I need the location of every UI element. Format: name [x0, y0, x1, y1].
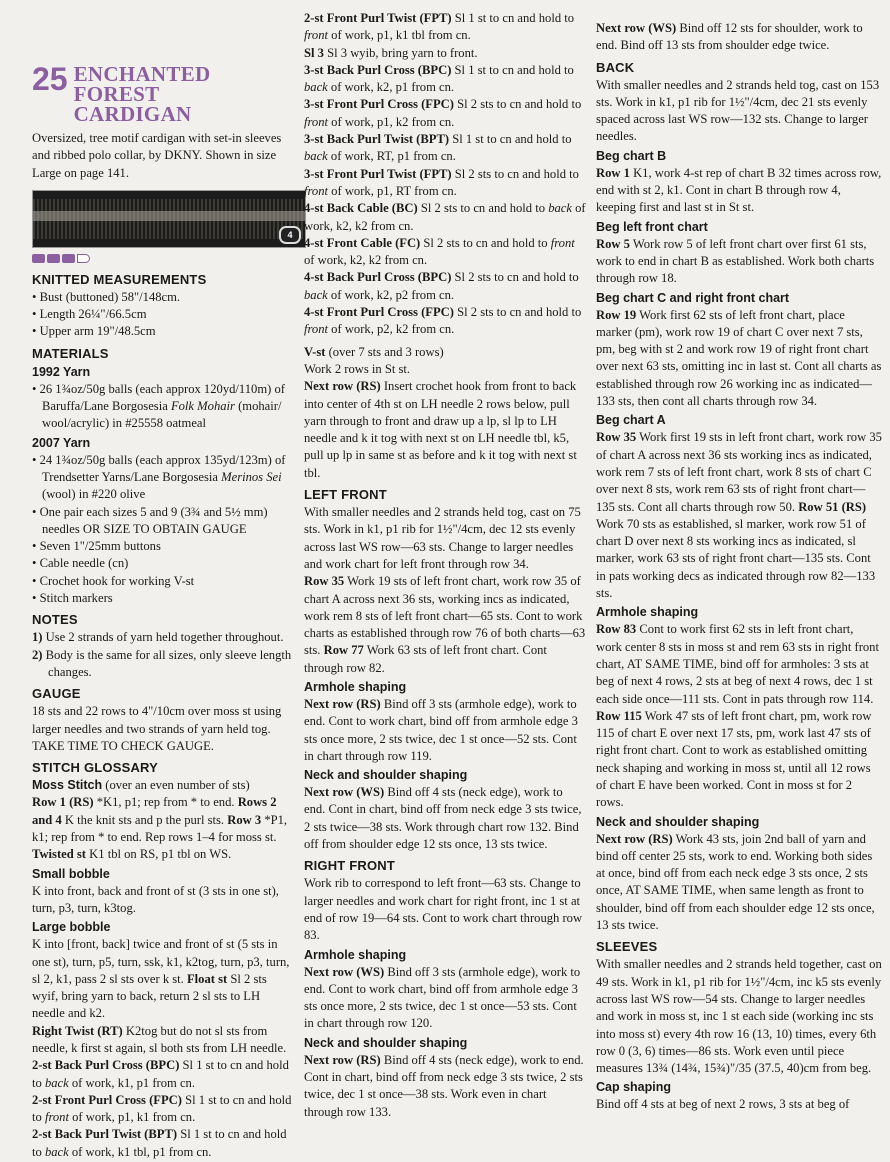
- cable-bpt2: 2-st Back Purl Twist (BPT) Sl 1 st to cn and hold to back of work, k1 tbl, p1 from cn.: [32, 1127, 287, 1159]
- measurements-heading: KNITTED MEASUREMENTS: [32, 271, 207, 287]
- cable-bpt3: 3-st Back Purl Twist (BPT) Sl 1 st to cn and hold to back of work, RT, p1 from cn.: [304, 132, 572, 164]
- cable-fc4: 4-st Front Cable (FC) Sl 2 sts to cn and hold to front of work, k2, k2 from cn.: [304, 235, 575, 268]
- cable-bpc2: 2-st Back Purl Cross (BPC) Sl 1 st to cn and hold to back of work, k1, p1 from cn.: [32, 1058, 289, 1090]
- back-armhole-heading: Armhole shaping: [596, 605, 699, 620]
- back-heading: BACK: [596, 59, 635, 75]
- list-item: • Seven 1"/25mm buttons: [32, 539, 161, 554]
- right-front-neck-heading: Neck and shoulder shaping: [304, 1035, 468, 1050]
- glossary-heading: STITCH GLOSSARY: [32, 760, 159, 776]
- cable-bpc4: 4-st Back Purl Cross (BPC) Sl 2 sts to cn and hold to back of work, k2, p2 from cn.: [304, 270, 579, 302]
- column-3: [596, 20, 882, 1114]
- list-item: • Stitch markers: [32, 591, 113, 606]
- list-item: • 24 1¾oz/50g balls (each approx 135yd/123m) of Trendsetter Yarns/Lane Borgosesia Merinos Sei (wool) in #220 olive: [32, 452, 286, 502]
- left-front-neck-heading: Neck and shoulder shaping: [304, 768, 468, 783]
- cable-fpt3: 3-st Front Purl Twist (FPT) Sl 2 sts to cn and hold to front of work, p1, RT from cn.: [304, 166, 579, 198]
- notes-list: [32, 629, 294, 681]
- back-row115: Row 115 Work 47 sts of left front chart, pm, work row 115 of chart E over next 17 sts, pm, work last 47 sts of right front chart. Cont to work as established omitting neck shaping and working in moss st, until all 12 rows of chart E have been worked. Cont in moss st for 2 rows.: [596, 708, 872, 810]
- list-item: • Upper arm 19"/48.5cm: [32, 324, 156, 339]
- chart-a-heading: Beg chart A: [596, 413, 666, 428]
- chart-b-text: Row 1 K1, work 4-st rep of chart B 32 times across row, end with st 2, k1. Cont in chart B through row 4, keeping first and last st in St st.: [596, 165, 882, 215]
- left-front-row35: Row 35 Work 19 sts of left front chart, work row 35 of chart A across next 36 sts, working incs as indicated, work rem 8 sts of left front chart—65 sts. Cont to work charts as established through row 76 of both charts—63 sts. Row 77 Work 63 sts of left front chart. Cont through row 82.: [304, 574, 586, 675]
- project-title-line2: CARDIGAN: [73, 102, 192, 126]
- materials-list: [32, 452, 294, 608]
- chart-c-heading: Beg chart C and right front chart: [596, 290, 790, 305]
- list-item: • Bust (buttoned) 58"/148cm.: [32, 289, 181, 304]
- skill-level-bar: [47, 254, 60, 263]
- cable-fpc4: 4-st Front Purl Cross (FPC) Sl 2 sts to cn and hold to front of work, p2, k2 from cn.: [304, 305, 582, 337]
- vst-next-row: Next row (RS) Insert crochet hook from front to back into center of 4th st on LH needle 2 rows below, pull yarn through to front and draw up a lp, sl lp to LH needle and k it tog with next st on LH needle tbl, k5, pull up lp in same st as before and k it tog with next st tbl.: [304, 379, 577, 480]
- chart-b-heading: Beg chart B: [596, 148, 667, 163]
- column-1: [32, 61, 294, 1161]
- materials-heading: MATERIALS: [32, 345, 109, 361]
- cable-fpc3: 3-st Front Purl Cross (FPC) Sl 2 sts to cn and hold to front of work, p1, k2 from cn.: [304, 97, 582, 129]
- yarn1-list: [32, 381, 294, 433]
- cap-shaping-heading: Cap shaping: [596, 1080, 672, 1095]
- vst-heading: V-st (over 7 sts and 3 rows): [304, 344, 444, 359]
- back-neck: Next row (RS) Work 43 sts, join 2nd ball of yarn and bind off center 25 sts, work to end. Working both sides at once, bind off from each neck edge 3 sts once, 2 sts once, AT SAME TIME, when same length as front to shoulder, bind off from each shoulder edge 12 sts once, 13 sts twice.: [596, 831, 875, 933]
- gauge-text: 18 sts and 22 rows to 4"/10cm over moss st using larger needles and two strands of yarn held tog. TAKE TIME TO CHECK GAUGE.: [32, 704, 282, 753]
- gauge-heading: GAUGE: [32, 686, 81, 702]
- left-front-chart-text: Row 5 Work row 5 of left front chart over first 61 sts, work to end in chart B as established. Work both charts through row 18.: [596, 236, 875, 286]
- list-item: • Crochet hook for working V-st: [32, 573, 195, 588]
- right-front-heading: RIGHT FRONT: [304, 858, 396, 874]
- large-bobble-text: K into [front, back] twice and front of st (5 sts in one st), turn, p5, turn, ssk, k1, k2tog, turn, p3, turn, sl 2, k1, pass 2 sl sts over k st. Float st Sl 2 sts wyif, bring yarn to back, return 2 sl sts to LH needle and k2.: [32, 937, 290, 1021]
- back-intro: With smaller needles and 2 strands held tog, cast on 153 sts. Work in k1, p1 rib for 1½"/4cm, dec 21 sts evenly spaced across last WS row—132 sts. Change to larger needles.: [596, 77, 880, 144]
- vst-line: Work 2 rows in St st.: [304, 361, 411, 376]
- moss-stitch-rows: Row 1 (RS) *K1, p1; rep from * to end. Rows 2 and 4 K the knit sts and p the purl sts. Row 3 *P1, k1; rep from * to end. Rep rows 1–4 for moss st.: [32, 795, 288, 845]
- right-front-shoulder: Next row (WS) Bind off 12 sts for shoulder, work to end. Bind off 13 sts from shoulder edge twice.: [596, 21, 863, 53]
- right-twist: Right Twist (RT) K2tog but do not sl sts from needle, k first st again, sl both sts from LH needle.: [32, 1023, 287, 1055]
- list-item: 1) Use 2 strands of yarn held together throughout.: [32, 630, 284, 645]
- list-item: • 26 1¾oz/50g balls (each approx 120yd/110m) of Baruffa/Lane Borgosesia Folk Mohair (mohair/ wool/acrylic) in #25558 oatmeal: [32, 381, 285, 431]
- left-front-neck: Next row (WS) Bind off 4 sts (neck edge), work to end. Cont in chart, bind off from neck edge 3 sts twice, 2 sts twice—38 sts. Work through chart row 132. Bind off from shoulder edge 12 sts once, 13 sts twice.: [304, 785, 582, 852]
- left-front-armhole: Next row (RS) Bind off 3 sts (armhole edge), work to end. Cont to work chart, bind off from armhole edge 3 sts once more, 2 sts twice, dec 1 st once—52 sts. Cont in chart through row 119.: [304, 696, 578, 763]
- yarn-weight-icon: 4: [279, 226, 301, 244]
- cable-bpc3: 3-st Back Purl Cross (BPC) Sl 1 st to cn and hold to back of work, k2, p1 from cn.: [304, 62, 574, 95]
- list-item: • Length 26¼"/66.5cm: [32, 307, 147, 322]
- list-item: • One pair each sizes 5 and 9 (3¾ and 5½ mm) needles OR SIZE TO OBTAIN GAUGE: [32, 504, 268, 536]
- left-front-intro: With smaller needles and 2 strands held tog, cast on 75 sts. Work in k1, p1 rib for 1½"/4cm, dec 12 sts evenly across last WS row—63 sts. Change to larger needles and work chart for left front through row 34.: [304, 505, 581, 571]
- right-front-armhole-heading: Armhole shaping: [304, 947, 407, 962]
- twisted-stitch: Twisted st K1 tbl on RS, p1 tbl on WS.: [32, 847, 232, 862]
- list-item: • Cable needle (cn): [32, 556, 129, 571]
- yarn-swatch-image: [32, 190, 306, 248]
- chart-c-text: Row 19 Work first 62 sts of left front chart, place marker (pm), work row 19 of chart C over next 7 sts, pm, beg with st 2 and work row 19 of right front chart over next 63 sts, omitting inc in last st. Cont all charts as established through row 26 working inc as indicated—133 sts, then cont all charts through row 34.: [596, 307, 882, 409]
- right-front-intro: Work rib to correspond to left front—63 sts. Change to larger needles and work chart for right front, inc 1 st at end of row 19—64 sts. Cont to work chart through row 83.: [304, 876, 583, 943]
- small-bobble-heading: Small bobble: [32, 866, 110, 881]
- cap-shaping-text: Bind off 4 sts at beg of next 2 rows, 3 sts at beg of: [596, 1097, 850, 1112]
- cable-bc4: 4-st Back Cable (BC) Sl 2 sts to cn and hold to back of work, k2, k2 from cn.: [304, 201, 586, 233]
- measurements-list: [32, 289, 294, 341]
- swatch-highlight: [33, 211, 305, 221]
- project-intro: Oversized, tree motif cardigan with set-in sleeves and ribbed polo collar, by DKNY. Shown in size Large on page 141.: [32, 131, 282, 180]
- back-armhole: Row 83 Cont to work first 62 sts in left front chart, work center 8 sts in moss st and rem 63 sts in right front chart, AT SAME TIME, bind off for armholes: 3 sts at beg of next 4 rows, 2 sts at beg of next 4 rows, dec 1 st each side once—111 sts. Cont in pats through row 114.: [596, 622, 879, 706]
- skill-level-indicator: [32, 254, 294, 263]
- left-front-chart-heading: Beg left front chart: [596, 219, 708, 234]
- yarn1-heading: 1992 Yarn: [32, 364, 91, 379]
- project-title: [32, 61, 294, 126]
- yarn2-heading: 2007 Yarn: [32, 435, 91, 450]
- sleeves-text: With smaller needles and 2 strands held together, cast on 49 sts. Work in k1, p1 rib for 1½"/4cm, inc k5 sts evenly across last WS row—54 sts. Change to larger needles and work in moss st, inc 1 st each side (working inc sts into moss st) every 4th row 16 (13, 10) times, every 6th row 0 (3, 6) times—86 sts. Work even until piece measures 13¾ (14¾, 15¾)"/35 (37.5, 40)cm from beg.: [596, 957, 882, 1076]
- back-neck-heading: Neck and shoulder shaping: [596, 814, 760, 829]
- cable-fpt2: 2-st Front Purl Twist (FPT) Sl 1 st to cn and hold to front of work, p1, k1 tbl from cn.: [304, 11, 575, 43]
- project-title-line1: ENCHANTED FOREST: [73, 62, 211, 106]
- moss-stitch: Moss Stitch (over an even number of sts): [32, 778, 250, 793]
- large-bobble-heading: Large bobble: [32, 920, 111, 935]
- skill-level-bar: [32, 254, 45, 263]
- left-front-heading: LEFT FRONT: [304, 487, 387, 503]
- small-bobble-text: K into front, back and front of st (3 sts in one st), turn, p3, turn, k3tog.: [32, 883, 279, 915]
- project-number: 25: [32, 61, 68, 97]
- left-front-armhole-heading: Armhole shaping: [304, 679, 407, 694]
- skill-level-bar: [62, 254, 75, 263]
- chart-a-text: Row 35 Work first 19 sts in left front chart, work row 35 of chart A across next 36 sts working incs as indicated, work rem 7 sts of left front chart, work 8 sts of chart C over next 8 sts, work rem 63 sts of right front chart—135 sts. Cont all charts through row 50. Row 51 (RS) Work 70 sts as established, sl marker, work row 51 of chart D over next 8 sts working incs as indicated, sl marker, work 63 sts of right front chart—135 sts. Cont in pats working decs as indicated through row 82—133 sts.: [596, 430, 882, 601]
- column-2: [304, 10, 586, 1121]
- sl3-stitch: Sl 3 Sl 3 wyib, bring yarn to front.: [304, 45, 478, 60]
- right-front-neck: Next row (RS) Bind off 4 sts (neck edge), work to end. Cont in chart, bind off from neck edge 3 sts twice, 2 sts twice, dec 1 st once—38 sts. Work even in chart through row 133.: [304, 1052, 584, 1119]
- notes-heading: NOTES: [32, 612, 78, 628]
- sleeves-heading: SLEEVES: [596, 939, 658, 955]
- skill-level-bar-empty: [77, 254, 90, 263]
- cable-fpc2: 2-st Front Purl Cross (FPC) Sl 1 st to cn and hold to front of work, p1, k1 from cn.: [32, 1092, 292, 1125]
- list-item: 2) Body is the same for all sizes, only sleeve length changes.: [32, 647, 292, 679]
- right-front-armhole: Next row (WS) Bind off 3 sts (armhole edge), work to end. Cont to work chart, bind off from armhole edge 3 sts once more, 2 sts twice, dec 1 st once—53 sts. Cont in chart through row 120.: [304, 964, 581, 1031]
